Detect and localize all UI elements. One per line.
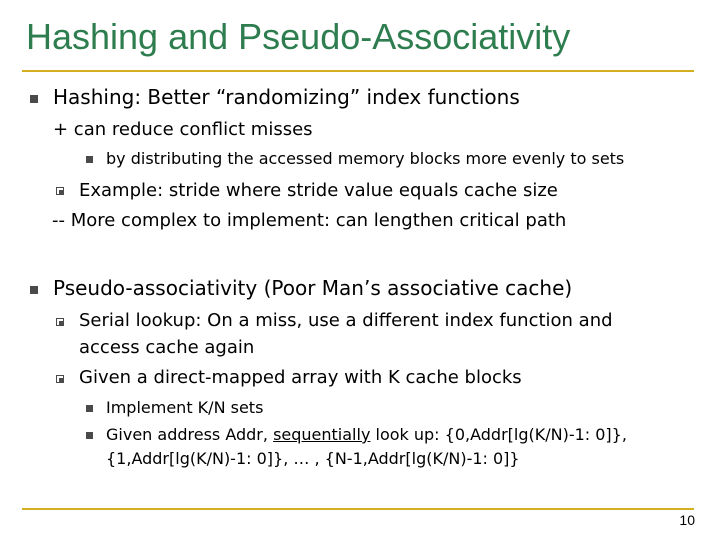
hashing-bullet: Hashing: Better “randomizing” index functions [53,85,520,109]
plus-line: + can reduce conflict misses [53,119,313,140]
hollow-square-bullet-icon [56,318,64,326]
footer-divider [22,508,694,510]
hollow-square-bullet-icon [56,375,64,383]
serial-line-1: Serial lookup: On a miss, use a different index function and [79,310,613,331]
minus-line: -- More complex to implement: can lengthen critical path [52,210,567,231]
square-bullet-icon [86,405,93,412]
title-divider [22,70,694,72]
example-line: Example: stride where stride value equals cache size [79,180,558,201]
addr-line-1 [106,425,627,444]
square-bullet-icon [30,95,38,103]
addr-line-2: {1,Addr[lg(K/N)-1: 0]}, … , {N-1,Addr[lg(K/N)-1: 0]} [106,449,520,468]
implement-line: Implement K/N sets [106,398,264,417]
page-number: 10 [679,512,695,528]
square-bullet-icon [30,286,38,294]
serial-line-2: access cache again [79,337,255,358]
given-line: Given a direct-mapped array with K cache blocks [79,367,522,388]
distributing-line: by distributing the accessed memory blocks more evenly to sets [106,149,625,168]
addr-underlined: sequentially [273,425,371,444]
slide-title: Hashing and Pseudo-Associativity [26,16,571,57]
square-bullet-icon [86,432,93,439]
addr-prefix: Given address Addr, [106,425,274,444]
pseudo-bullet: Pseudo-associativity (Poor Man’s associative cache) [53,276,573,300]
hollow-square-bullet-icon [56,187,64,195]
square-bullet-icon [86,156,93,163]
addr-suffix: look up: {0,Addr[lg(K/N)-1: 0]}, [370,425,627,444]
